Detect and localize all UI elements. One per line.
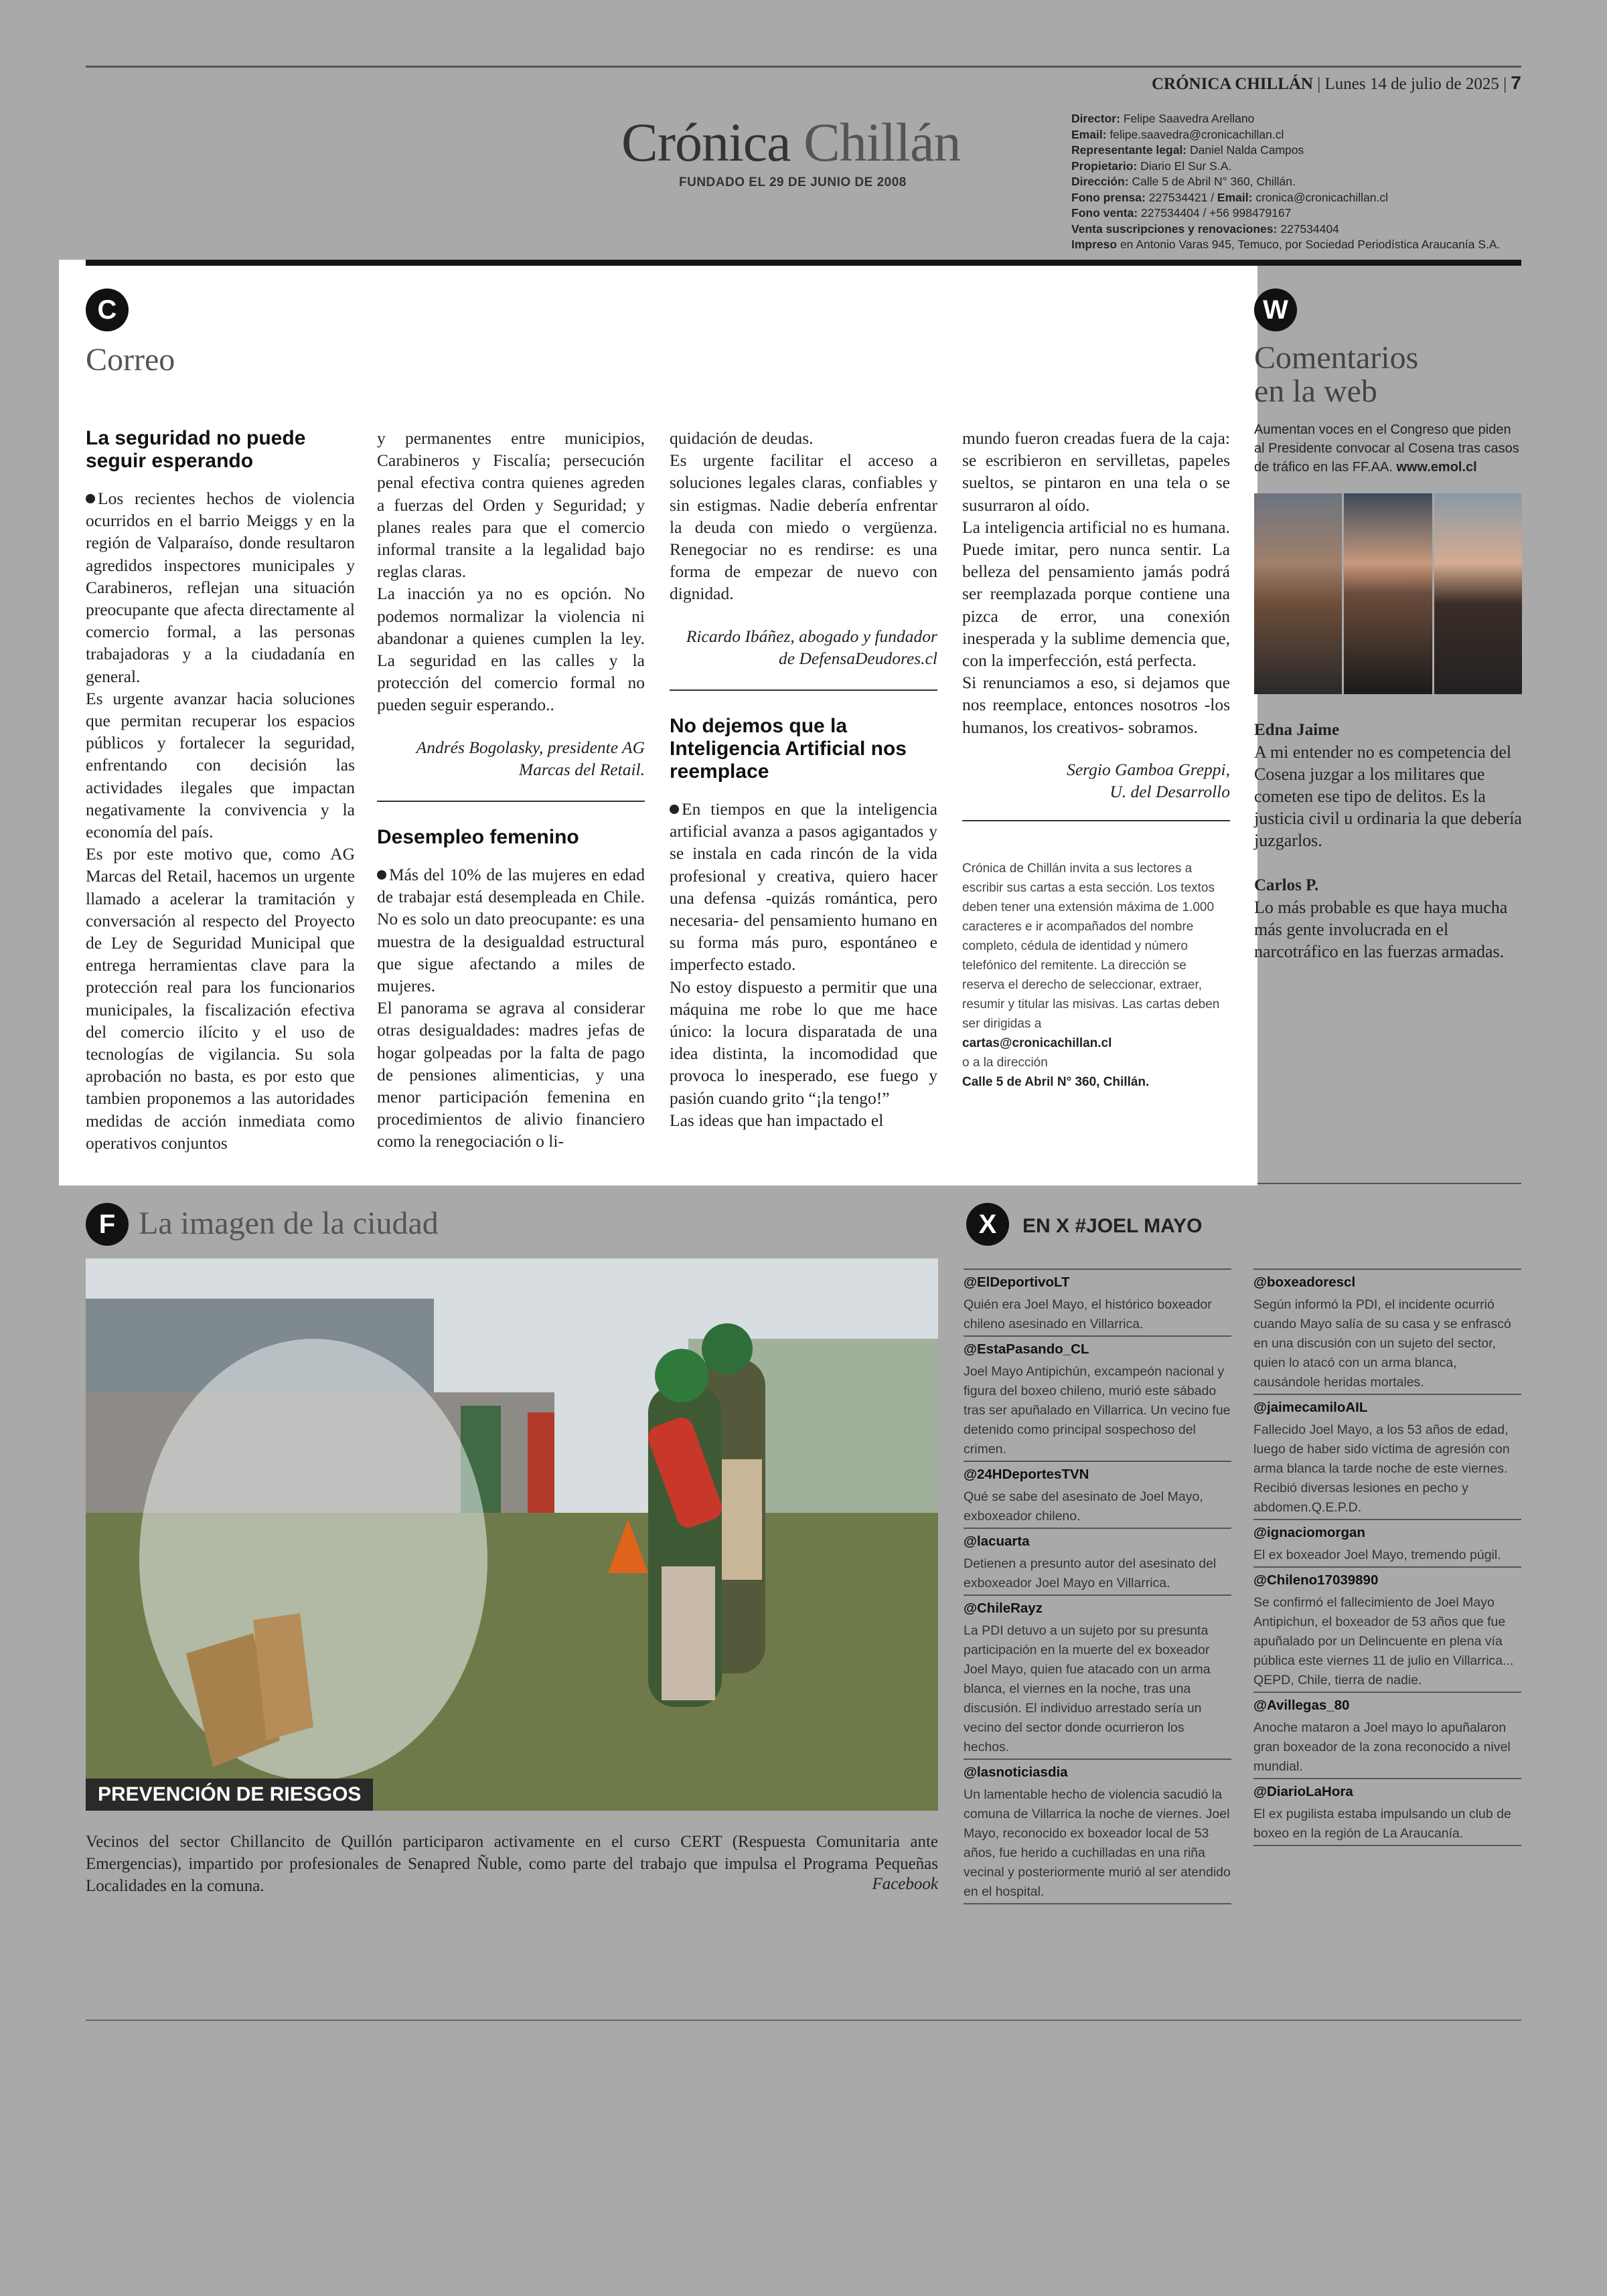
letter-paragraph: Si renunciamos a eso, si dejamos que nos reemplace, entonces nosotros -los humanos, los creativos- sobramos.: [962, 673, 1230, 737]
tweet: [1253, 1692, 1521, 1778]
comment-text: A mi entender no es competencia del Cosena juzgar a los militares que cometen ese tipo de delitos. Es la justicia civil u ordinaria la que debería juzgarlos.: [1254, 742, 1522, 850]
staff-label: Email:: [1217, 190, 1253, 204]
letter-paragraph: Es por este motivo que, como AG Marcas del Retail, hacemos un urgente llamado a acelerar la tramitación y conversación al respecto del Proyecto de Ley de Seguridad Municipal que entrega herramientas clave para la protección real para los funcionarios municipales, la fiscalización efectiva del comercio ilícito y el uso de tecnologías de vigilancia. Su sola aprobación no basta, es por esto que tambien proponemos a las autoridades medidas de acción inmediata como operativos conjuntos: [86, 844, 355, 1153]
staff-value: Daniel Nalda Campos: [1190, 143, 1304, 157]
letter-paragraph: Las ideas que han impactado el: [670, 1110, 884, 1130]
tweet-handle[interactable]: @lasnoticiasdia: [964, 1765, 1068, 1780]
tweet-text: Joel Mayo Antipichún, excampeón nacional y figura del boxeo chileno, murió este sábado tras ser apuñalado en Villarrica. Un vecino fue detenido como principal sospechoso del crimen.: [964, 1364, 1231, 1457]
letter-text: Los recientes hechos de violencia ocurridos en el barrio Meiggs y en la región de Valparaíso, donde resultaron agredidos inspectores municipales y Carabineros, reflejan una situación preocupante que afecta directamente al comercio formal, a las personas trabajadoras y a la ciudadanía en general.: [86, 489, 355, 686]
tweet-handle[interactable]: @ignaciomorgan: [1253, 1525, 1365, 1540]
signature-line: U. del Desarrollo: [1109, 782, 1230, 802]
tweet-text: Según informó la PDI, el incidente ocurrió cuando Mayo salía de su casa y se enfrascó en una discusión con un sujeto del sector, quien lo atacó con un arma blanca, causándole heridas mortales.: [1253, 1297, 1511, 1390]
staff-value: 227534404: [1280, 222, 1339, 236]
correo-badge: C: [86, 289, 129, 331]
running-paper-name: CRÓNICA CHILLÁN: [1151, 75, 1313, 93]
column-divider: [377, 801, 645, 802]
letter-signature: [962, 758, 1230, 803]
tweet-handle[interactable]: @ChileRayz: [964, 1601, 1043, 1616]
letter-paragraph: y permanentes entre municipios, Carabineros y Fiscalía; persecución penal efectiva contra quienes agreden a fuerzas del Orden y Seguridad; y planes reales para que el comercio informal transite a la legalidad bajo reglas claras.: [377, 428, 645, 582]
column-divider: [962, 820, 1230, 821]
tweet-handle[interactable]: @DiarioLaHora: [1253, 1784, 1353, 1799]
politician-photo: [1254, 493, 1342, 694]
photo-caption: Vecinos del sector Chillancito de Quillón participaron activamente en el curso CERT (Respuesta Comunitaria ante Emergencias), impartido por profesionales de Senapred Ñuble, como parte del trabajo que impulsa el Programa Pequeñas Localidades en la comuna.: [86, 1833, 938, 1895]
top-rule: [86, 66, 1521, 68]
invitation-email: cartas@cronicachillan.cl: [962, 1036, 1112, 1051]
bullet-icon: [86, 494, 95, 503]
page-number: 7: [1511, 72, 1521, 93]
politician-photo: [1344, 493, 1432, 694]
web-intro-link[interactable]: www.emol.cl: [1396, 460, 1477, 475]
tweet: [1253, 1268, 1521, 1394]
tweet: [964, 1335, 1231, 1461]
letter-paragraph: [670, 798, 937, 976]
letter-paragraph: Es urgente avanzar hacia soluciones que permitan recuperar los espacios públicos y fortalecer la seguridad, enfrentando con decisión las actividades ilegales que impactan negativamente la convivencia y la economía del país.: [86, 688, 355, 842]
x-badge: X: [966, 1203, 1009, 1246]
signature-line: Andrés Bogolasky, presidente AG: [416, 737, 645, 757]
masthead-word-2: Chillán: [804, 112, 961, 173]
politician-photo: [1434, 493, 1522, 694]
staff-label: Impreso: [1071, 238, 1118, 251]
tweet: [1253, 1566, 1521, 1692]
photo-credit: Facebook: [872, 1875, 938, 1893]
founded-line: FUNDADO EL 29 DE JUNIO DE 2008: [679, 175, 907, 189]
letter-paragraph: El panorama se agrava al considerar otras desigualdades: madres jefas de hogar golpeadas por la falta de pago de pensiones alimenticias, y una menor participación femenina en procedimientos de alivio financiero como la renegociación o li-: [377, 998, 645, 1151]
masthead-word-1: Crónica: [621, 112, 791, 173]
tweet-handle[interactable]: @lacuarta: [964, 1534, 1030, 1549]
invitation-address: Calle 5 de Abril N° 360, Chillán.: [962, 1075, 1150, 1090]
web-badge: W: [1254, 289, 1297, 331]
comment-author: Carlos P.: [1254, 876, 1319, 894]
tweet: [964, 1461, 1231, 1528]
letter-signature: [377, 736, 645, 781]
web-title-line: en la web: [1254, 374, 1377, 409]
tweet: [1253, 1394, 1521, 1519]
web-intro-text: Aumentan voces en el Congreso que piden al Presidente convocar al Cosena tras casos de tráfico en las FF.AA.: [1254, 422, 1519, 475]
web-photo-strip: [1254, 493, 1522, 694]
letter-paragraph: [86, 487, 355, 687]
tweet-handle[interactable]: @ElDeportivoLT: [964, 1275, 1070, 1290]
imagen-badge: F: [86, 1203, 129, 1246]
letter-column-4: [962, 427, 1230, 1092]
tweet-handle[interactable]: @EstaPasando_CL: [964, 1341, 1089, 1357]
x-section-title: EN X #JOEL MAYO: [1022, 1215, 1203, 1237]
invitation-text: Crónica de Chillán invita a sus lectores a escribir sus cartas a esta sección. Los textos deben tener una extensión máxima de 1.000 caracteres e ir acompañados del nombre completo, cédula de identidad y número telefónico del remitente. La dirección se reserva el derecho de seleccionar, extraer, resumir y titular las misivas. Las cartas deben ser dirigidas a: [962, 862, 1220, 1032]
tweet: [964, 1594, 1231, 1758]
letter-paragraph: No estoy dispuesto a permitir que una máquina me robe lo que me hace único: la locura disparatada de una idea distinta, la incomodidad que provoca lo inesperado, ese fuego y pasión cuando grito “¡la tengo!”: [670, 977, 937, 1108]
masthead: [621, 111, 961, 174]
staff-label: Venta suscripciones y renovaciones:: [1071, 222, 1278, 236]
correo-section-title: Correo: [86, 342, 175, 378]
student-trousers: [662, 1566, 715, 1700]
bottom-rule: [86, 2020, 1521, 2021]
tweet-text: Detienen a presunto autor del asesinato del exboxeador Joel Mayo en Villarrica.: [964, 1556, 1217, 1590]
staff-value: Diario El Sur S.A.: [1140, 159, 1232, 173]
section-divider: [1257, 1183, 1521, 1184]
tweet: [964, 1268, 1231, 1335]
letter-headline: No dejemos que la Inteligencia Artificial nos reemplace: [670, 715, 907, 783]
letter-paragraph: mundo fueron creadas fuera de la caja: se escribieron en servilletas, papeles sueltos, se pintaron en una tela o se susurraron al oído.: [962, 428, 1230, 515]
staff-value: en Antonio Varas 945, Temuco, por Sociedad Periodística Araucanía S.A.: [1120, 238, 1501, 251]
staff-label: Director:: [1071, 112, 1120, 125]
tweet-handle[interactable]: @Chileno17039890: [1253, 1572, 1379, 1588]
letters-invitation: [962, 859, 1230, 1092]
tweets-column-1: [964, 1268, 1231, 1904]
staff-label: Email:: [1071, 127, 1107, 141]
staff-box: Director: Felipe Saavedra Arellano Email: felipe.saavedra@cronicachillan.cl Representante legal: Daniel Nalda Campos Propietario: Diario El Sur S.A. Dirección: Calle 5 de Abril N° 360, Chillán. Fono prensa: 227534421 / Email: cronica@cronicachillan.cl Fono venta: 227534404 / +56 998479167 Venta suscripciones y renovaciones: 227534404 Impreso en Antonio Varas 945, Temuco, por Sociedad Periodística Araucanía S.A.: [1071, 112, 1501, 251]
web-intro: [1254, 420, 1522, 477]
tweet: [1253, 1519, 1521, 1566]
signature-line: Marcas del Retail.: [518, 759, 645, 779]
staff-value: 227534421: [1148, 190, 1208, 204]
web-comment: [1254, 719, 1522, 851]
bullet-icon: [670, 805, 679, 814]
running-head: CRÓNICA CHILLÁN | Lunes 14 de julio de 2025 | 7: [1151, 72, 1521, 93]
letter-paragraph: quidación de deudas.: [670, 428, 814, 448]
tweet-handle[interactable]: @24HDeportesTVN: [964, 1467, 1089, 1482]
tweet-text: Fallecido Joel Mayo, a los 53 años de edad, luego de haber sido víctima de agresión con arma blanca la tarde noche de este viernes. Recibió diversas lesiones en pecho y abdomen.Q.E.P.D.: [1253, 1422, 1510, 1515]
web-title-line: Comentarios: [1254, 340, 1419, 376]
comment-author: Edna Jaime: [1254, 721, 1340, 739]
letter-column-1: [86, 427, 355, 1154]
tweet-text: Se confirmó el fallecimiento de Joel Mayo Antipichun, el boxeador de 53 años que fue apuñalado por un Delincuente en plena vía pública este viernes 11 de julio en Villarrica... QEPD, Chile, tierra de nadie.: [1253, 1595, 1514, 1688]
staff-label: Fono prensa:: [1071, 190, 1146, 204]
letter-text: En tiempos en que la inteligencia artificial avanza a pasos agigantados y se instala en cada rincón de la vida profesional y creativa, quiero hacer una defensa -quizás romántica, pero necesaria- del pensamiento humano en su forma más puro, espontáneo e imperfecto estado.: [670, 799, 937, 975]
tweet-handle[interactable]: @Avillegas_80: [1253, 1698, 1350, 1713]
hard-hat: [655, 1349, 708, 1402]
letter-headline: Desempleo femenino: [377, 826, 579, 849]
tweet-handle[interactable]: @jaimecamiloAIL: [1253, 1400, 1368, 1415]
staff-label: Fono venta:: [1071, 206, 1138, 220]
city-photo: [86, 1258, 938, 1811]
photo-label: PREVENCIÓN DE RIESGOS: [86, 1779, 373, 1811]
invitation-or: o a la dirección: [962, 1056, 1048, 1070]
photo-illustration: [86, 1258, 938, 1811]
staff-label: Propietario:: [1071, 159, 1138, 173]
staff-value: felipe.saavedra@cronicachillan.cl: [1109, 127, 1284, 141]
signature-line: Sergio Gamboa Greppi,: [1067, 759, 1230, 779]
hard-hat: [702, 1323, 753, 1374]
letter-paragraph: La inteligencia artificial no es humana. Puede imitar, pero nunca sentir. La belleza del pensamiento jamás podrá ser reemplazada porque contiene una pizca de error, una conexión inesperada y la sublime demencia que, con la imperfección, está perfecta.: [962, 517, 1230, 671]
staff-value: Felipe Saavedra Arellano: [1123, 112, 1255, 125]
letter-column-2: [377, 427, 645, 1153]
web-comment: [1254, 874, 1522, 963]
staff-label: Representante legal:: [1071, 143, 1187, 157]
letter-headline: La seguridad no puede seguir esperando: [86, 427, 306, 472]
tweet-text: El ex pugilista estaba impulsando un club de boxeo en la región de La Araucanía.: [1253, 1807, 1511, 1841]
tweet-text: El ex boxeador Joel Mayo, tremendo púgil.: [1253, 1548, 1501, 1562]
letter-paragraph: [377, 864, 645, 997]
letter-paragraph: Es urgente facilitar el acceso a soluciones legales claras, confiables y sin estigmas. Nadie debería enfrentar la deuda con miedo o vergüenza. Renegociar no es rendirse: es una forma de empezar de nuevo con dignidad.: [670, 450, 937, 604]
running-date: Lunes 14 de julio de 2025: [1324, 75, 1499, 93]
tweet: [1253, 1778, 1521, 1846]
column-divider: [670, 689, 937, 691]
tweet: [964, 1758, 1231, 1904]
staff-value: cronica@cronicachillan.cl: [1255, 190, 1389, 204]
comment-text: Lo más probable es que haya mucha más gente involucrada en el narcotráfico en las fuerzas armadas.: [1254, 898, 1508, 961]
tweet-text: Un lamentable hecho de violencia sacudió la comuna de Villarrica la noche de viernes. Joel Mayo, reconocido ex boxeador local de 53 años, fue herido a cuchilladas en una riña vecinal y posteriormente murió al ser atendido en el hospital.: [964, 1787, 1231, 1899]
header-rule: [86, 260, 1521, 266]
tweets-column-2: [1253, 1268, 1521, 1846]
staff-label: Dirección:: [1071, 175, 1129, 188]
imagen-section-title: La imagen de la ciudad: [139, 1206, 439, 1241]
tweet-text: Quién era Joel Mayo, el histórico boxeador chileno asesinado en Villarrica.: [964, 1297, 1212, 1331]
bullet-icon: [377, 870, 386, 880]
tweet-text: Qué se sabe del asesinato de Joel Mayo, exboxeador chileno.: [964, 1489, 1203, 1524]
letter-column-3: [670, 427, 937, 1131]
staff-value: 227534404 / +56 998479167: [1141, 206, 1292, 220]
letter-text: Más del 10% de las mujeres en edad de trabajar está desempleada en Chile. No es solo un dato preocupante: es una muestra de la desigualdad estructural que sigue afectando a miles de mujeres.: [377, 865, 645, 996]
web-section-title: [1254, 341, 1418, 408]
tweet-text: Anoche mataron a Joel mayo lo apuñalaron gran boxeador de la zona reconocido a nivel mundial.: [1253, 1720, 1511, 1774]
tweet: [964, 1528, 1231, 1594]
tweet-handle[interactable]: @boxeadorescl: [1253, 1275, 1356, 1290]
smoke: [139, 1339, 487, 1781]
letter-paragraph: La inacción ya no es opción. No podemos normalizar la violencia ni abandonar a quienes cumplen la ley. La seguridad en las calles y la protección del comercio formal no pueden seguir esperando..: [377, 584, 645, 715]
letter-signature: Ricardo Ibáñez, abogado y fundador de DefensaDeudores.cl: [686, 626, 937, 668]
red-panel: [528, 1412, 554, 1513]
tweet-text: La PDI detuvo a un sujeto por su presunta participación en la muerte del ex boxeador Joel Mayo, quien fue atacado con un arma blanca, el viernes en la noche, tras una discusión. El individuo arrestado sería un vecino del sector donde ocurrieron los hechos.: [964, 1623, 1211, 1754]
staff-value: Calle 5 de Abril N° 360, Chillán.: [1132, 175, 1296, 188]
